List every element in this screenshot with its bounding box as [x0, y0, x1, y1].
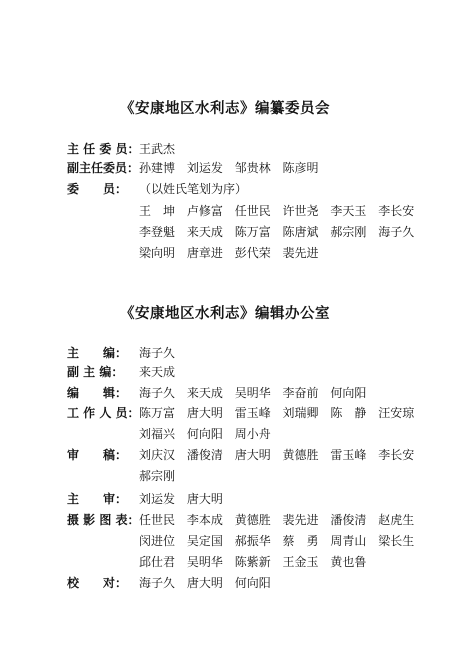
person-name: 李天玉	[330, 204, 367, 218]
office-row	[67, 490, 447, 510]
person-name: 李长安	[378, 204, 415, 218]
person-name: 雷玉峰	[234, 406, 271, 420]
person-name: 赵虎生	[378, 513, 415, 527]
person-name: 潘俊清	[186, 448, 223, 462]
office-title: 《安康地区水利志》编辑办公室	[120, 306, 330, 322]
person-name: 李登魁	[139, 225, 176, 239]
person-name: 卢修富	[186, 204, 223, 218]
person-name: 唐大明	[186, 576, 223, 590]
person-name: 裴先进	[282, 246, 319, 260]
person-name: 郝振华	[234, 534, 271, 548]
person-name: 李本成	[186, 513, 223, 527]
person-name: 黄德胜	[282, 448, 319, 462]
person-name: 陈唐斌	[282, 225, 319, 239]
person-name: 潘俊清	[330, 513, 367, 527]
committee-title: 《安康地区水利志》编纂委员会	[120, 101, 330, 117]
members-label: 委 员：	[67, 182, 128, 196]
office-row	[67, 344, 447, 364]
person-name: 周小舟	[234, 427, 271, 441]
members-note	[139, 180, 255, 197]
person-name: 邹贵林	[234, 161, 271, 175]
person-name: 郝宗刚	[139, 469, 176, 483]
person-name: 任世民	[139, 513, 176, 527]
role-names	[139, 574, 279, 591]
office-row	[67, 384, 447, 404]
person-name: 刘瑞卿	[282, 406, 319, 420]
office-continuation	[139, 532, 422, 549]
director-name	[139, 140, 183, 157]
role-names	[139, 404, 422, 421]
office-continuation	[139, 553, 374, 570]
role-names	[139, 490, 231, 507]
person-name: 蔡 勇	[282, 534, 319, 548]
person-name: 孙建博	[139, 161, 176, 175]
office-row	[67, 574, 447, 594]
person-name: 梁向明	[139, 246, 176, 260]
person-name: 雷玉峰	[330, 448, 367, 462]
person-name: 周青山	[330, 534, 367, 548]
person-name: 唐大明	[186, 406, 223, 420]
director-label: 主 任 委 员：	[67, 142, 140, 156]
members-note-text: （以姓氏笔划为序）	[139, 182, 248, 196]
members-row	[67, 180, 447, 200]
role-names	[139, 344, 183, 361]
office-continuation	[139, 425, 279, 442]
role-label: 副 主 编：	[67, 365, 124, 379]
role-label: 工 作 人 员：	[67, 406, 140, 420]
deputy-names	[139, 159, 327, 176]
person-name: 海子久	[378, 225, 415, 239]
person-name: 陈 静	[330, 406, 367, 420]
person-name: 陈万富	[139, 406, 176, 420]
person-name: 海子久	[139, 576, 176, 590]
person-name: 刘运发	[139, 492, 176, 506]
person-name: 黄德胜	[234, 513, 271, 527]
person-name: 何向阳	[330, 386, 367, 400]
role-label: 主 编：	[67, 346, 128, 360]
person-name: 唐大明	[234, 448, 271, 462]
office-row	[67, 404, 447, 424]
office-row	[67, 511, 447, 531]
role-names	[139, 446, 422, 463]
person-name: 任世民	[234, 204, 271, 218]
person-name: 裴先进	[282, 513, 319, 527]
office-row	[67, 446, 447, 466]
person-name: 吴明华	[234, 386, 271, 400]
role-label: 编 辑：	[67, 386, 128, 400]
person-name: 许世尧	[282, 204, 319, 218]
person-name: 彭代荣	[234, 246, 271, 260]
person-name: 海子久	[139, 386, 176, 400]
role-label: 主 审：	[67, 492, 128, 506]
person-name: 来天成	[186, 225, 223, 239]
person-name: 李奋前	[282, 386, 319, 400]
person-name: 汪安琼	[378, 406, 415, 420]
person-name: 唐章进	[186, 246, 223, 260]
role-label: 摄 影 图 表：	[67, 513, 140, 527]
person-name: 王 坤	[139, 204, 176, 218]
person-name: 邱仕君	[139, 555, 176, 569]
office-row	[67, 363, 447, 383]
person-name: 陈万富	[234, 225, 271, 239]
person-name: 梁长生	[378, 534, 415, 548]
person-name: 王武杰	[139, 142, 176, 156]
person-name: 陈彦明	[282, 161, 319, 175]
person-name: 来天成	[139, 365, 176, 379]
person-name: 陈紫新	[234, 555, 271, 569]
person-name: 吴明华	[186, 555, 223, 569]
person-name: 刘福兴	[139, 427, 176, 441]
members-line-3	[139, 244, 327, 261]
role-names	[139, 384, 374, 401]
director-row	[67, 140, 447, 160]
person-name: 刘庆汉	[139, 448, 176, 462]
deputy-row	[67, 159, 447, 179]
person-name: 黄也鲁	[330, 555, 367, 569]
person-name: 海子久	[139, 346, 176, 360]
person-name: 何向阳	[186, 427, 223, 441]
members-line-1	[139, 202, 422, 219]
person-name: 郝宗刚	[330, 225, 367, 239]
role-label: 审 稿：	[67, 448, 128, 462]
person-name: 来天成	[186, 386, 223, 400]
person-name: 刘运发	[186, 161, 223, 175]
role-names	[139, 363, 183, 380]
role-label: 校 对：	[67, 576, 128, 590]
person-name: 唐大明	[186, 492, 223, 506]
deputy-label: 副主任委员：	[67, 161, 140, 175]
members-line-2	[139, 223, 422, 240]
person-name: 何向阳	[234, 576, 271, 590]
person-name: 闵进位	[139, 534, 176, 548]
person-name: 王金玉	[282, 555, 319, 569]
role-names	[139, 511, 422, 528]
person-name: 吴定国	[186, 534, 223, 548]
office-continuation	[139, 467, 183, 484]
person-name: 李长安	[378, 448, 415, 462]
